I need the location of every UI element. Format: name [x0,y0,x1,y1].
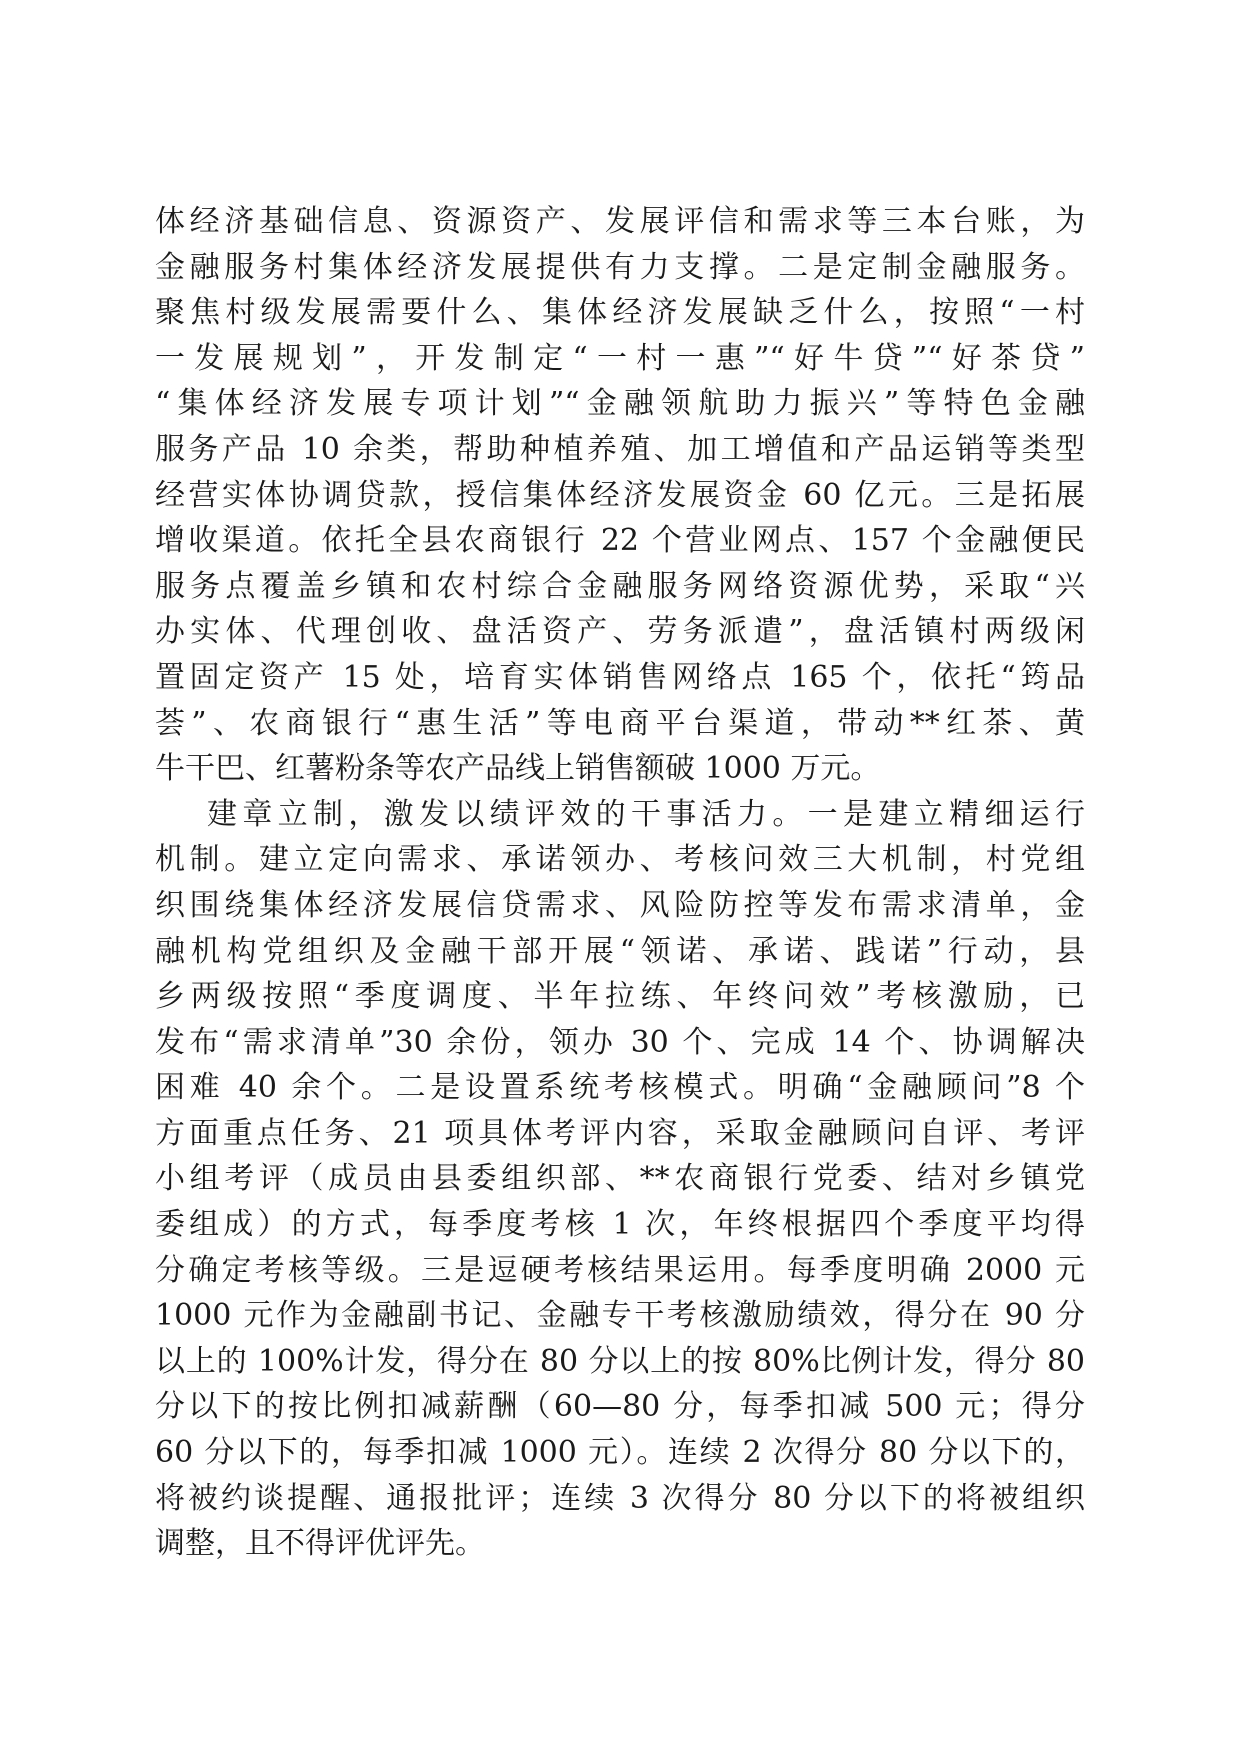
paragraph-1-line-8: 增收渠道。依托全县农商银行 22 个营业网点、157 个金融便民 [155,523,1085,559]
paragraph-1-line-4: 一发展规划”，开发制定“一村一惠”“好牛贷”“好茶贷” [155,340,1085,376]
body-text [155,199,1085,1567]
paragraph-2-line-12: 1000 元作为金融副书记、金融专干考核激励绩效，得分在 90 分 [155,1298,1085,1334]
paragraph-2-line-9: 小组考评（成员由县委组织部、**农商银行党委、结对乡镇党 [155,1161,1085,1197]
paragraph-1-line-12: 荟”、农商银行“惠生活”等电商平台渠道，带动**红茶、黄 [155,705,1085,741]
paragraph-2-line-4: 融机构党组织及金融干部开展“领诺、承诺、践诺”行动，县 [155,933,1085,969]
paragraph-2-line-10: 委组成）的方式，每季度考核 1 次，年终根据四个季度平均得 [155,1207,1085,1243]
paragraph-2-line-3: 织围绕集体经济发展信贷需求、风险防控等发布需求清单，金 [155,887,1085,923]
paragraph-2-line-2: 机制。建立定向需求、承诺领办、考核问效三大机制，村党组 [155,842,1085,878]
paragraph-1-line-1: 体经济基础信息、资源资产、发展评信和需求等三本台账，为 [155,204,1085,239]
paragraph-1-line-6: 服务产品 10 余类，帮助种植养殖、加工增值和产品运销等类型 [155,431,1085,467]
paragraph-1-line-5: “集体经济发展专项计划”“金融领航助力振兴”等特色金融 [155,386,1085,422]
paragraph-2-line-14: 分以下的按比例扣减薪酬（60—80 分，每季扣减 500 元；得分 [155,1389,1085,1425]
paragraph-2-line-15: 60 分以下的，每季扣减 1000 元）。连续 2 次得分 80 分以下的， [155,1435,1085,1471]
paragraph-2-line-8: 方面重点任务、21 项具体考评内容，采取金融顾问自评、考评 [155,1115,1085,1151]
paragraph-2-line-17: 调整，且不得评优评先。 [155,1526,485,1562]
paragraph-2-line-16: 将被约谈提醒、通报批评；连续 3 次得分 80 分以下的将被组织 [155,1480,1085,1516]
paragraph-1-line-13: 牛干巴、红薯粉条等农产品线上销售额破 1000 万元。 [155,751,881,787]
paragraph-2-line-11: 分确定考核等级。三是逗硬考核结果运用。每季度明确 2000 元 [155,1252,1085,1288]
paragraph-2-line-13: 以上的 100%计发，得分在 80 分以上的按 80%比例计发，得分 80 [155,1343,1085,1379]
paragraph-2-line-7: 困难 40 余个。二是设置系统考核模式。明确“金融顾问”8 个 [155,1070,1085,1106]
paragraph-1-line-3: 聚焦村级发展需要什么、集体经济发展缺乏什么，按照“一村 [155,295,1085,331]
paragraph-2-line-6: 发布“需求清单”30 余份，领办 30 个、完成 14 个、协调解决 [155,1024,1085,1060]
paragraph-1-line-10: 办实体、代理创收、盘活资产、劳务派遣”，盘活镇村两级闲 [155,614,1085,650]
paragraph-2-line-1: 建章立制，激发以绩评效的干事活力。一是建立精细运行 [207,796,1085,832]
paragraph-1-line-9: 服务点覆盖乡镇和农村综合金融服务网络资源优势，采取“兴 [155,568,1085,604]
paragraph-1-line-7: 经营实体协调贷款，授信集体经济发展资金 60 亿元。三是拓展 [155,477,1085,513]
paragraph-1-line-2: 金融服务村集体经济发展提供有力支撑。二是定制金融服务。 [155,249,1085,285]
paragraph-2-line-5: 乡两级按照“季度调度、半年拉练、年终问效”考核激励，已 [155,979,1085,1015]
paragraph-1-line-11: 置固定资产 15 处，培育实体销售网络点 165 个，依托“筠品 [155,659,1085,695]
